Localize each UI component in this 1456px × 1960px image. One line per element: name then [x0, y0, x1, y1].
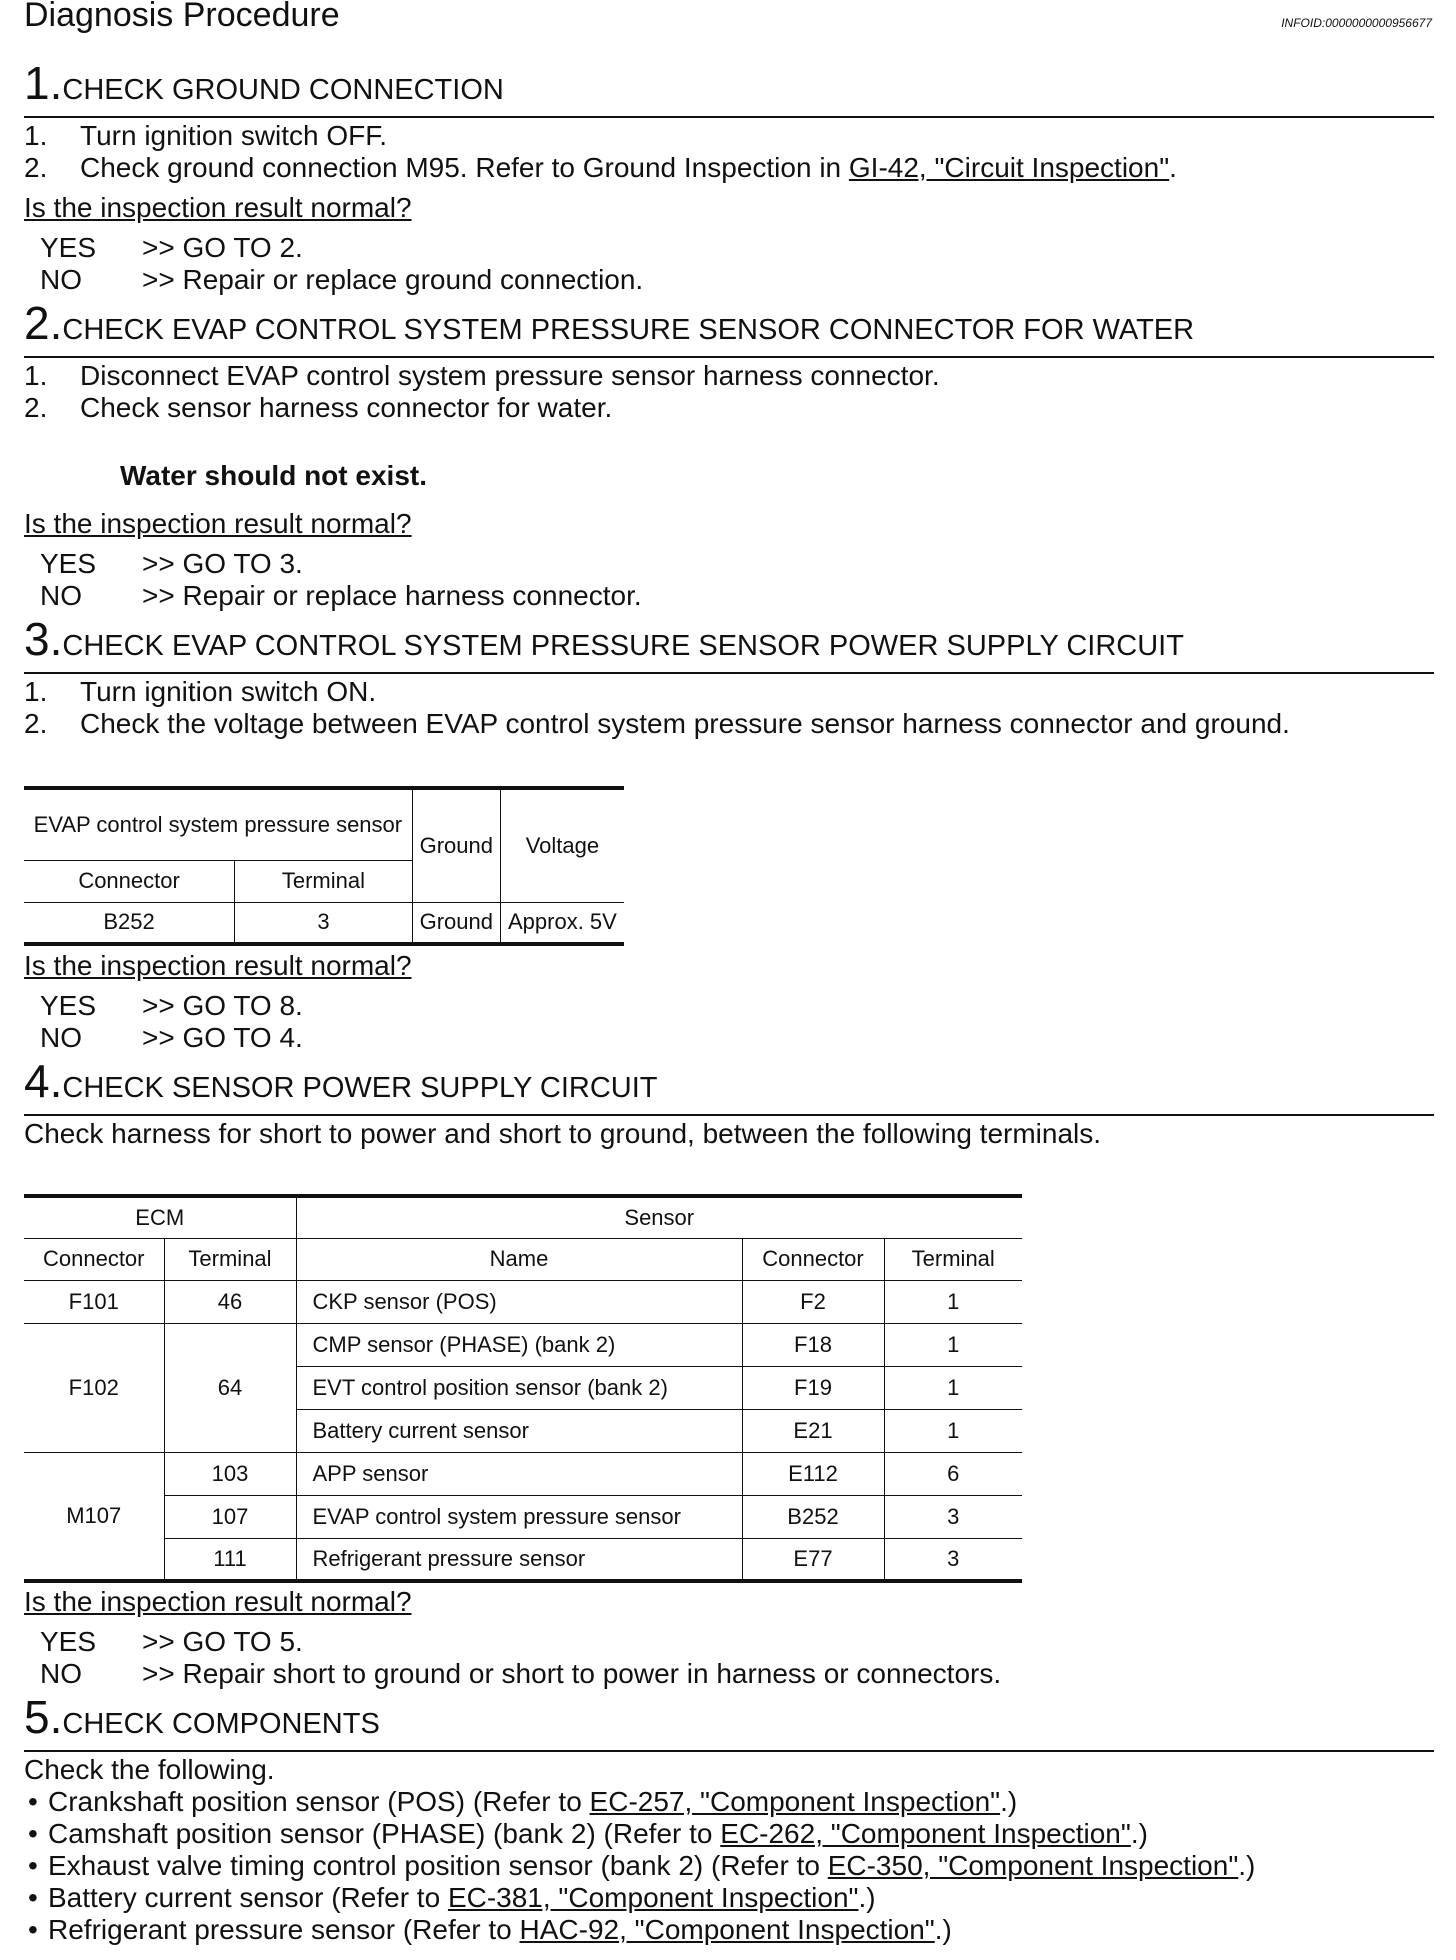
component-bullet [48, 1818, 1148, 1850]
component-bullet [48, 1914, 952, 1946]
table-header: Terminal [235, 860, 413, 902]
table-group-header: Sensor [296, 1196, 1022, 1238]
table-header: Terminal [164, 1238, 296, 1280]
table-header: Connector [24, 860, 235, 902]
bullet-text-post: .) [1000, 1786, 1018, 1817]
divider [24, 116, 1434, 118]
table-cell: 1 [884, 1280, 1022, 1323]
step-item-text: Turn ignition switch OFF. [80, 120, 388, 151]
step-item-text: Disconnect EVAP control system pressure sensor harness connector. [80, 360, 940, 391]
yes-action: >> GO TO 5. [142, 1626, 303, 1657]
divider [24, 1750, 1434, 1752]
step-item-number: 1. [24, 120, 48, 151]
bullet-text-post: .) [1130, 1818, 1148, 1849]
table-row [24, 1452, 1022, 1495]
table-row [24, 1538, 1022, 1581]
yes-action: >> GO TO 3. [142, 548, 303, 579]
table-cell: 107 [164, 1495, 296, 1538]
bullet-text: Battery current sensor (Refer to [48, 1882, 448, 1913]
info-id: INFOID:0000000000956677 [1281, 16, 1432, 30]
table-cell: 1 [884, 1323, 1022, 1366]
divider [24, 672, 1434, 674]
step-title: CHECK SENSOR POWER SUPPLY CIRCUIT [62, 1072, 658, 1104]
no-action: >> Repair or replace ground connection. [142, 264, 644, 295]
table-header: Voltage [500, 788, 624, 902]
step-item-text: Check sensor harness connector for water. [80, 392, 613, 423]
table-cell: EVT control position sensor (bank 2) [296, 1366, 742, 1409]
yes-label: YES [40, 548, 97, 579]
table-cell: F102 [24, 1323, 164, 1452]
no-label: NO [40, 1022, 82, 1053]
table-cell: 1 [884, 1409, 1022, 1452]
component-bullet [48, 1786, 1017, 1818]
table-cell: CKP sensor (POS) [296, 1280, 742, 1323]
table-cell: 3 [235, 902, 413, 944]
item-text-pre: Check ground connection M95. Refer to Ground Inspection in [80, 152, 849, 183]
bullet-text: Refrigerant pressure sensor (Refer to [48, 1914, 520, 1945]
result-question[interactable]: Is the inspection result normal? [24, 950, 412, 981]
table-header: Connector [742, 1238, 884, 1280]
step-title: CHECK COMPONENTS [62, 1708, 380, 1740]
reference-link[interactable]: EC-262, "Component Inspection" [720, 1818, 1131, 1849]
no-label: NO [40, 264, 82, 295]
divider [24, 356, 1434, 358]
yes-action: >> GO TO 2. [142, 232, 303, 263]
reference-link[interactable]: EC-350, "Component Inspection" [827, 1850, 1239, 1881]
component-bullet [48, 1882, 876, 1914]
step-item-text: Check the voltage between EVAP control system pressure sensor harness connector and ground. [80, 708, 1290, 739]
table-header: Terminal [884, 1238, 1022, 1280]
result-question[interactable]: Is the inspection result normal? [24, 192, 412, 223]
table-cell: E21 [742, 1409, 884, 1452]
table-group-header: ECM [24, 1196, 296, 1238]
table-cell: 1 [884, 1366, 1022, 1409]
table-header: Connector [24, 1238, 164, 1280]
table-cell: E112 [742, 1452, 884, 1495]
bullet-text-post: .) [858, 1882, 876, 1913]
step-title: CHECK EVAP CONTROL SYSTEM PRESSURE SENSOR POWER SUPPLY CIRCUIT [62, 630, 1184, 662]
table-cell: M107 [24, 1452, 164, 1581]
table-cell: F2 [742, 1280, 884, 1323]
no-label: NO [40, 1658, 82, 1689]
terminal-check-table [24, 1194, 1022, 1583]
table-cell: APP sensor [296, 1452, 742, 1495]
step-1-heading [24, 56, 504, 110]
table-cell: F101 [24, 1280, 164, 1323]
table-header: Ground [412, 788, 500, 902]
table-cell: Approx. 5V [500, 902, 624, 944]
step-3-heading [24, 612, 1184, 666]
step-number: 2. [24, 297, 63, 349]
step-item-number: 2. [24, 392, 48, 423]
step-item-number: 2. [24, 708, 48, 739]
table-cell: F18 [742, 1323, 884, 1366]
bullet-text: Camshaft position sensor (PHASE) (bank 2) (Refer to [48, 1818, 721, 1849]
table-group-header: EVAP control system pressure sensor [24, 788, 412, 860]
table-cell: 103 [164, 1452, 296, 1495]
step-5-heading [24, 1690, 380, 1744]
table-cell: Ground [412, 902, 500, 944]
table-cell: Refrigerant pressure sensor [296, 1538, 742, 1581]
step-item-number: 1. [24, 360, 48, 391]
table-row [24, 1495, 1022, 1538]
table-cell: Battery current sensor [296, 1409, 742, 1452]
reference-link[interactable]: GI-42, "Circuit Inspection" [848, 152, 1170, 183]
step-4-heading [24, 1054, 658, 1108]
table-row [24, 1323, 1022, 1366]
result-question[interactable]: Is the inspection result normal? [24, 508, 412, 539]
table-cell: 6 [884, 1452, 1022, 1495]
requirement-note: Water should not exist. [120, 460, 427, 491]
step-title: CHECK GROUND CONNECTION [62, 74, 504, 106]
step-number: 4. [24, 1055, 63, 1107]
no-label: NO [40, 580, 82, 611]
table-cell: B252 [24, 902, 235, 944]
divider [24, 1114, 1434, 1116]
bullet-text-post: .) [934, 1914, 952, 1945]
yes-label: YES [40, 1626, 97, 1657]
table-cell: 46 [164, 1280, 296, 1323]
table-cell: 111 [164, 1538, 296, 1581]
yes-action: >> GO TO 8. [142, 990, 303, 1021]
table-cell: E77 [742, 1538, 884, 1581]
table-header: Name [296, 1238, 742, 1280]
table-row [24, 1280, 1022, 1323]
yes-label: YES [40, 232, 97, 263]
table-cell: F19 [742, 1366, 884, 1409]
step-item-text [80, 152, 1177, 184]
table-cell: 3 [884, 1538, 1022, 1581]
step-item-number: 2. [24, 152, 48, 183]
table-row [24, 902, 624, 944]
reference-link[interactable]: HAC-92, "Component Inspection" [519, 1914, 935, 1945]
voltage-spec-table [24, 786, 624, 946]
step-number: 3. [24, 613, 63, 665]
page-title: Diagnosis Procedure [24, 0, 340, 34]
bullet-text: Exhaust valve timing control position sensor (bank 2) (Refer to [48, 1850, 828, 1881]
bullet-text: Crankshaft position sensor (POS) (Refer to [48, 1786, 590, 1817]
yes-label: YES [40, 990, 97, 1021]
step-title: CHECK EVAP CONTROL SYSTEM PRESSURE SENSOR CONNECTOR FOR WATER [62, 314, 1195, 346]
table-cell: 64 [164, 1323, 296, 1452]
table-cell: 3 [884, 1495, 1022, 1538]
step-intro: Check the following. [24, 1754, 275, 1785]
reference-link[interactable]: EC-257, "Component Inspection" [589, 1786, 1001, 1817]
no-action: >> Repair short to ground or short to power in harness or connectors. [142, 1658, 1002, 1689]
step-number: 5. [24, 1691, 63, 1743]
result-question[interactable]: Is the inspection result normal? [24, 1586, 412, 1617]
step-intro: Check harness for short to power and short to ground, between the following terminals. [24, 1118, 1102, 1149]
step-number: 1. [24, 57, 63, 109]
bullet-text-post: .) [1238, 1850, 1256, 1881]
table-cell: CMP sensor (PHASE) (bank 2) [296, 1323, 742, 1366]
step-item-number: 1. [24, 676, 48, 707]
reference-link[interactable]: EC-381, "Component Inspection" [447, 1882, 859, 1913]
table-cell: B252 [742, 1495, 884, 1538]
component-bullet [48, 1850, 1255, 1882]
step-2-heading [24, 296, 1194, 350]
no-action: >> GO TO 4. [142, 1022, 303, 1053]
no-action: >> Repair or replace harness connector. [142, 580, 642, 611]
step-item-text: Turn ignition switch ON. [80, 676, 377, 707]
table-cell: EVAP control system pressure sensor [296, 1495, 742, 1538]
item-text-post: . [1169, 152, 1177, 183]
